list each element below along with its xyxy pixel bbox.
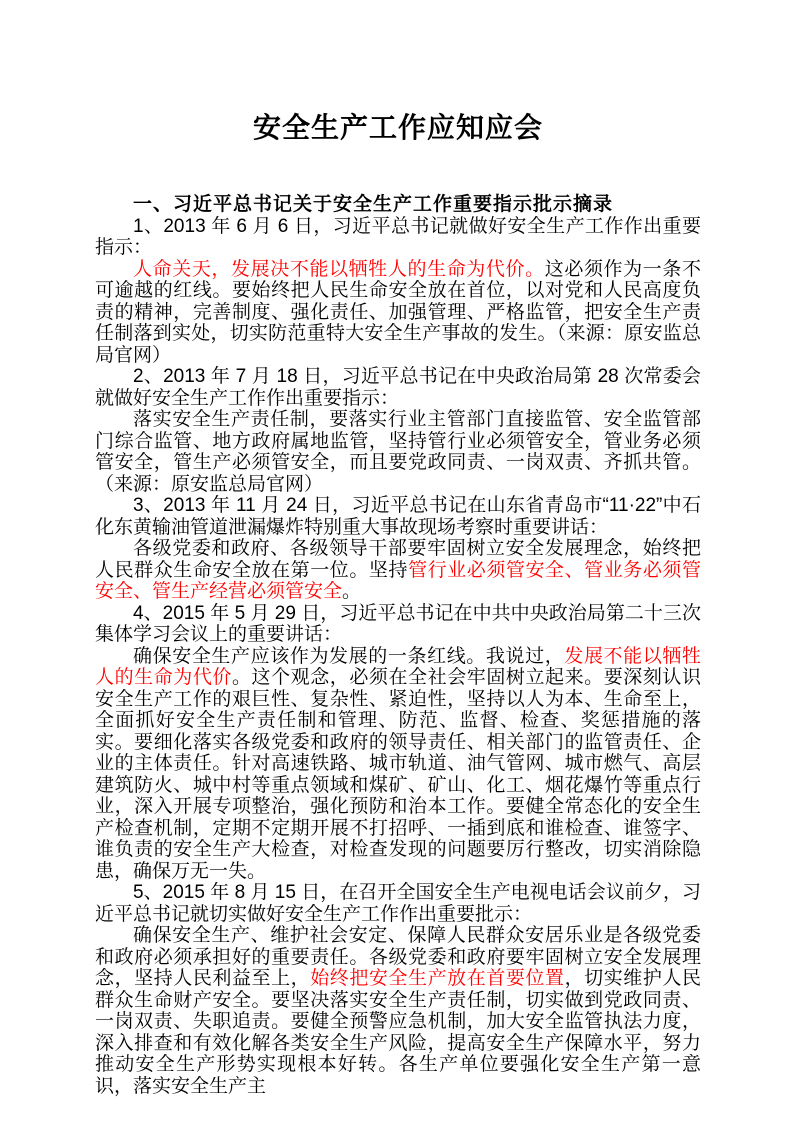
- text-run: 。这个观念，必须在全社会牢固树立起来。要深刻认识安全生产工作的艰巨性、复杂性、紧迫性，坚持以人为本、生命至上，全面抓好安全生产责任制和管理、防范、监督、检查、奖惩措施的落实。要细化落实各级党委和政府的领导责任、相关部门的监管责任、企业的主体责任。针对高速铁路、城市轨道、油气管网、城市燃气、高层建筑防火、城中村等重点领域和煤矿、矿山、化工、烟花爆竹等重点行业，深入开展专项整治，强化预防和治本工作。要健全常态化的安全生产检查机制，定期不定期开展不打招呼、一插到底和谁检查、谁签字、谁负责的安全生产大检查，对检查发现的问题要厉行整改，切实消除隐患，确保万无一失。: [95, 667, 701, 882]
- document-body: [95, 194, 701, 1097]
- text-run: 这必须作为一条不可逾越的红线。要始终把人民生命安全放在首位，以对党和人民高度负责的精神，完善制度、强化责任、加强管理、严格监管，把安全生产责任制落到实处，切实防范重特大安全生产事故的发生。（来源：原安监总局官网）: [95, 258, 701, 366]
- paragraph: [95, 646, 701, 883]
- text-run: ，切实维护人民群众生命财产安全。要坚决落实安全生产责任制，切实做到党政同责、一岗双责、失职追责。要健全预警应急机制，加大安全监管执法力度，深入排查和有效化解各类安全生产风险，提高安全生产保障水平，努力推动安全生产形势实现根本好转。各生产单位要强化安全生产第一意识，落实安全生产主: [95, 968, 701, 1097]
- text-run: 4、2015 年 5 月 29 日，习近平总书记在中共中央政治局第二十三次集体学习会议上的重要讲话：: [95, 602, 701, 645]
- paragraph: [95, 259, 701, 367]
- emphasis-red-text: 管行业必须管安全、管业务必须管安全、管生产经营必须管安全: [95, 559, 701, 602]
- text-run: 一、习近平总书记关于安全生产工作重要指示批示摘录: [133, 194, 614, 215]
- document-title: 安全生产工作应知应会: [252, 112, 543, 143]
- emphasis-red-text: 始终把安全生产放在首要位置: [310, 968, 565, 989]
- emphasis-red-text: 发展不能以牺牲人的生命为代价: [95, 645, 701, 688]
- emphasis-red-text: 人命关天，发展决不能以牺牲人的生命为代价。: [133, 258, 545, 280]
- text-run: 2、2013 年 7 月 18 日，习近平总书记在中央政治局第 28 次常委会就做好安全生产工作作出重要指示：: [95, 366, 701, 409]
- section-heading: [95, 194, 701, 216]
- paragraph: [95, 603, 701, 646]
- paragraph: [95, 925, 701, 1097]
- paragraph: [95, 882, 701, 925]
- text-run: 5、2015 年 8 月 15 日，在召开全国安全生产电视电话会议前夕，习近平总书记就切实做好安全生产工作作出重要批示：: [95, 882, 701, 925]
- paragraph: [95, 409, 701, 495]
- text-run: 3、2013 年 11 月 24 日，习近平总书记在山东省青岛市“11·22”中石化东黄输油管道泄漏爆炸特别重大事故现场考察时重要讲话：: [95, 495, 701, 538]
- text-run: 落实安全生产责任制，要落实行业主管部门直接监管、安全监管部门综合监管、地方政府属地监管，坚持管行业必须管安全，管业务必须管安全，管生产必须管安全，而且要党政同责、一岗双责、齐抓共管。（来源：原安监总局官网）: [95, 409, 701, 495]
- paragraph: [95, 538, 701, 603]
- paragraph: [95, 495, 701, 538]
- text-run: 确保安全生产应该作为发展的一条红线。我说过，: [133, 645, 565, 667]
- paragraph: [95, 366, 701, 409]
- text-run: 1、2013 年 6 月 6 日，习近平总书记就做好安全生产工作作出重要指示：: [95, 215, 701, 258]
- text-run: 。: [342, 581, 362, 602]
- paragraph: [95, 216, 701, 259]
- text-run: 各级党委和政府、各级领导干部要牢固树立安全发展理念，始终把人民群众生命安全放在第一位。坚持: [95, 538, 701, 581]
- text-run: 确保安全生产、维护社会安定、保障人民群众安居乐业是各级党委和政府必须承担好的重要责任。各级党委和政府要牢固树立安全发展理念，坚持人民利益至上，: [95, 925, 701, 989]
